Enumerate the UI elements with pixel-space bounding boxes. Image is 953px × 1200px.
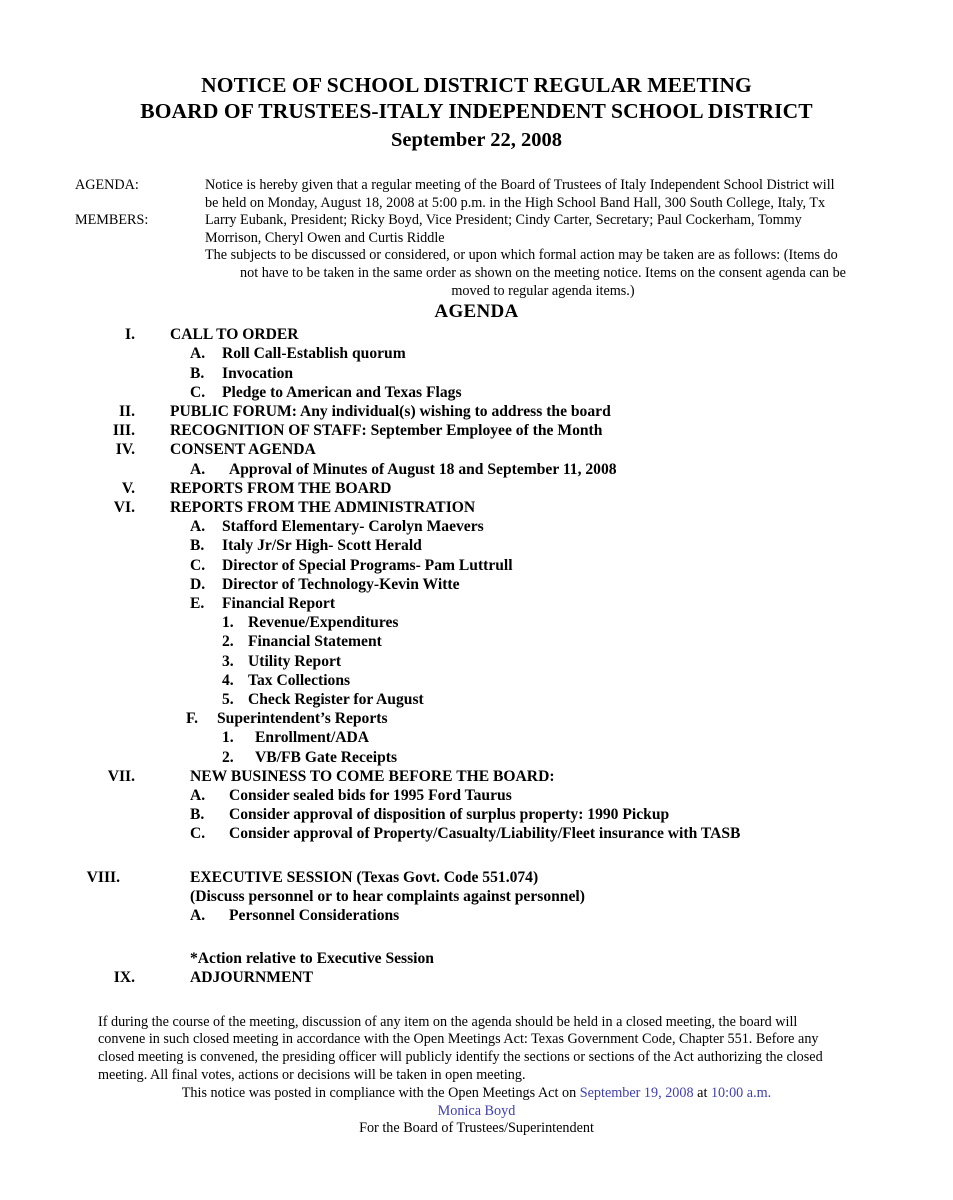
- agenda-item-iv: [0, 440, 953, 459]
- agenda-item-ii-number: II.: [118, 402, 135, 420]
- meeting-date: September 22, 2008: [390, 129, 562, 151]
- spacer-before-action-note: [0, 925, 953, 949]
- members-line-2: Morrison, Cheryl Owen and Curtis Riddle: [205, 229, 445, 246]
- agenda-item-vi-d-number: D.: [190, 575, 206, 593]
- agenda-item-vi-f-2-text: VB/FB Gate Receipts: [255, 748, 398, 766]
- agenda-item-i-a-text: Roll Call-Establish quorum: [222, 345, 406, 363]
- agenda-item-iii-text: RECOGNITION OF STAFF: September Employee of the Month: [170, 422, 603, 440]
- action-relative-note: *Action relative to Executive Session: [190, 950, 434, 968]
- agenda-item-vii-b-number: B.: [190, 806, 205, 824]
- agenda-item-vi-d: [0, 575, 953, 594]
- agenda-heading: AGENDA: [434, 301, 519, 323]
- executive-session-subtitle: (Discuss personnel or to hear complaints against personnel): [190, 887, 585, 905]
- notice-header-block: [0, 177, 953, 300]
- agenda-item-v-text: REPORTS FROM THE BOARD: [170, 479, 392, 497]
- posting-statement: [60, 1085, 893, 1103]
- agenda-item-vi-text: REPORTS FROM THE ADMINISTRATION: [170, 498, 476, 516]
- agenda-item-ii: [0, 402, 953, 421]
- notice-line-2: be held on Monday, August 18, 2008 at 5:00 p.m. in the High School Band Hall, 300 South College, Italy, Tx: [205, 194, 826, 211]
- agenda-item-vi-e-2-number: 2.: [222, 633, 234, 651]
- agenda-item-viii-a-number: A.: [190, 907, 206, 925]
- agenda-item-viii: [0, 868, 953, 887]
- agenda-item-vi-e-number: E.: [190, 595, 205, 612]
- agenda-item-viii-text: EXECUTIVE SESSION (Texas Govt. Code 551.074): [190, 868, 539, 886]
- agenda-item-vi-e-4-text: Tax Collections: [248, 671, 351, 689]
- closed-meeting-line-3: closed meeting is convened, the presiding officer will publicly identify the sections or sections of the Act authorizing the closed: [98, 1049, 823, 1066]
- agenda-item-vi-e-4: [0, 671, 953, 690]
- agenda-item-i-text: CALL TO ORDER: [170, 326, 299, 344]
- subjects-line-3: moved to regular agenda items.): [451, 282, 635, 299]
- notice-line-2-row: [0, 195, 953, 213]
- closed-meeting-line-1: If during the course of the meeting, discussion of any item on the agenda should be held in a closed meeting, the board will: [98, 1013, 798, 1030]
- subjects-line-1-row: [0, 247, 953, 265]
- posting-time: 10:00 a.m.: [710, 1084, 772, 1101]
- agenda-item-vii-a: [0, 786, 953, 805]
- agenda-list: [0, 325, 953, 988]
- agenda-item-vi-b: [0, 536, 953, 555]
- title-line-1: NOTICE OF SCHOOL DISTRICT REGULAR MEETING: [201, 73, 752, 97]
- signer-name: Monica Boyd: [437, 1102, 516, 1119]
- agenda-notice-row: [0, 177, 953, 195]
- agenda-item-vi-e-3-text: Utility Report: [248, 652, 342, 670]
- agenda-item-vi-f-1: [0, 728, 953, 747]
- agenda-item-vi-c-text: Director of Special Programs- Pam Luttrull: [222, 556, 513, 574]
- agenda-item-vi-e-5-text: Check Register for August: [248, 691, 424, 709]
- agenda-item-i-b-text: Invocation: [222, 364, 294, 382]
- agenda-item-i-b: [0, 364, 953, 383]
- agenda-item-vi: [0, 498, 953, 517]
- agenda-item-viii-a-text: Personnel Considerations: [229, 907, 400, 925]
- agenda-item-vi-e-3: [0, 652, 953, 671]
- agenda-item-i-c: [0, 383, 953, 402]
- agenda-item-iv-number: IV.: [115, 441, 135, 459]
- agenda-item-vi-a-text: Stafford Elementary- Carolyn Maevers: [222, 518, 484, 536]
- agenda-item-vi-c: [0, 556, 953, 575]
- agenda-item-iv-text: CONSENT AGENDA: [170, 441, 316, 459]
- agenda-item-vii-b-text: Consider approval of disposition of surplus property: 1990 Pickup: [229, 806, 670, 824]
- agenda-item-iv-a-text: Approval of Minutes of August 18 and September 11, 2008: [229, 460, 617, 478]
- agenda-item-i-number: I.: [125, 326, 135, 344]
- agenda-item-vi-e: [0, 594, 953, 613]
- agenda-item-iv-a-number: A.: [190, 460, 206, 478]
- agenda-item-ix: [0, 968, 953, 987]
- agenda-item-iv-a: [0, 460, 953, 479]
- agenda-item-viii-number: VIII.: [86, 868, 120, 886]
- agenda-item-ix-text: ADJOURNMENT: [190, 969, 314, 987]
- closed-meeting-line-2: convene in such closed meeting in accordance with the Open Meetings Act: Texas Government Code, Chapter 551. Before any: [98, 1031, 819, 1048]
- members-label: MEMBERS:: [75, 212, 149, 229]
- posting-prefix: This notice was posted in compliance with the Open Meetings Act on: [181, 1084, 580, 1101]
- agenda-item-vi-e-4-number: 4.: [222, 671, 234, 689]
- agenda-item-i-c-number: C.: [190, 383, 206, 401]
- agenda-item-vi-d-text: Director of Technology-Kevin Witte: [222, 575, 460, 593]
- agenda-item-vi-c-number: C.: [190, 556, 206, 574]
- agenda-item-vii-a-number: A.: [190, 787, 206, 805]
- agenda-item-vi-number: VI.: [113, 498, 135, 516]
- agenda-item-i: [0, 325, 953, 344]
- agenda-item-vi-f-1-number: 1.: [222, 729, 234, 747]
- agenda-item-vi-e-1-text: Revenue/Expenditures: [248, 614, 399, 632]
- agenda-item-i-a-number: A.: [190, 345, 206, 363]
- agenda-item-vii: [0, 767, 953, 786]
- agenda-item-vi-a-number: A.: [190, 518, 206, 536]
- agenda-item-vii-text: NEW BUSINESS TO COME BEFORE THE BOARD:: [190, 767, 555, 785]
- subjects-line-3-row: [0, 283, 953, 301]
- agenda-item-vii-a-text: Consider sealed bids for 1995 Ford Taurus: [229, 787, 512, 805]
- agenda-item-i-a: [0, 344, 953, 363]
- members-row: [0, 212, 953, 230]
- agenda-item-viii-a: [0, 906, 953, 925]
- agenda-item-v: [0, 479, 953, 498]
- agenda-item-vi-e-2: [0, 632, 953, 651]
- agenda-item-vi-f-2: [0, 748, 953, 767]
- agenda-item-vi-f-text: Superintendent’s Reports: [217, 710, 388, 728]
- agenda-item-vi-e-1: [0, 613, 953, 632]
- members-line-1: Larry Eubank, President; Ricky Boyd, Vice President; Cindy Carter, Secretary; Paul Cockerham, Tommy: [205, 212, 802, 229]
- agenda-item-vi-f-1-text: Enrollment/ADA: [255, 729, 370, 747]
- agenda-item-iii-number: III.: [112, 422, 135, 440]
- agenda-item-vi-e-2-text: Financial Statement: [248, 633, 382, 651]
- agenda-item-i-c-text: Pledge to American and Texas Flags: [222, 383, 462, 401]
- agenda-item-ii-text: PUBLIC FORUM: Any individual(s) wishing to address the board: [170, 402, 611, 420]
- subjects-line-2: not have to be taken in the same order as shown on the meeting notice. Items on the consent agenda can be: [240, 264, 846, 281]
- agenda-item-vii-number: VII.: [107, 767, 135, 785]
- subjects-line-2-row: [0, 265, 953, 283]
- signer-title: For the Board of Trustees/Superintendent: [359, 1120, 594, 1137]
- posting-date: September 19, 2008: [579, 1084, 694, 1101]
- agenda-item-vii-c-number: C.: [190, 825, 206, 843]
- agenda-item-vii-c: [0, 824, 953, 843]
- agenda-item-vi-f-number: F.: [186, 710, 198, 728]
- footer-block: [0, 1014, 953, 1139]
- notice-line-1: Notice is hereby given that a regular meeting of the Board of Trustees of Italy Independent School District will: [205, 177, 835, 193]
- title-line-2: BOARD OF TRUSTEES-ITALY INDEPENDENT SCHOOL DISTRICT: [140, 99, 813, 123]
- agenda-item-vi-e-1-number: 1.: [222, 614, 234, 632]
- posting-middle: at: [693, 1084, 711, 1101]
- agenda-item-vi-b-text: Italy Jr/Sr High- Scott Herald: [222, 537, 422, 555]
- agenda-item-i-b-number: B.: [190, 364, 205, 382]
- agenda-item-vii-c-text: Consider approval of Property/Casualty/Liability/Fleet insurance with TASB: [229, 825, 741, 843]
- agenda-item-vi-e-5-number: 5.: [222, 691, 234, 709]
- spacer-before-executive-session: [0, 844, 953, 868]
- agenda-item-iii: [0, 421, 953, 440]
- agenda-item-vi-e-3-number: 3.: [222, 652, 234, 670]
- agenda-label: AGENDA:: [75, 177, 139, 193]
- agenda-item-vi-f-2-number: 2.: [222, 748, 234, 766]
- subjects-line-1: The subjects to be discussed or considered, or upon which formal action may be taken are as follows: (Items do: [205, 247, 838, 264]
- members-line-2-row: [0, 230, 953, 248]
- agenda-item-v-number: V.: [121, 479, 135, 497]
- agenda-item-vi-e-text: Financial Report: [222, 595, 336, 612]
- closed-meeting-line-4: meeting. All final votes, actions or decisions will be taken in open meeting.: [98, 1067, 526, 1084]
- agenda-item-vi-e-5: [0, 690, 953, 709]
- agenda-item-vi-a: [0, 517, 953, 536]
- agenda-item-vi-f: [0, 709, 953, 728]
- agenda-item-vi-b-number: B.: [190, 537, 205, 555]
- agenda-item-ix-number: IX.: [113, 969, 135, 987]
- agenda-item-vii-b: [0, 805, 953, 824]
- document-title-block: [0, 0, 953, 154]
